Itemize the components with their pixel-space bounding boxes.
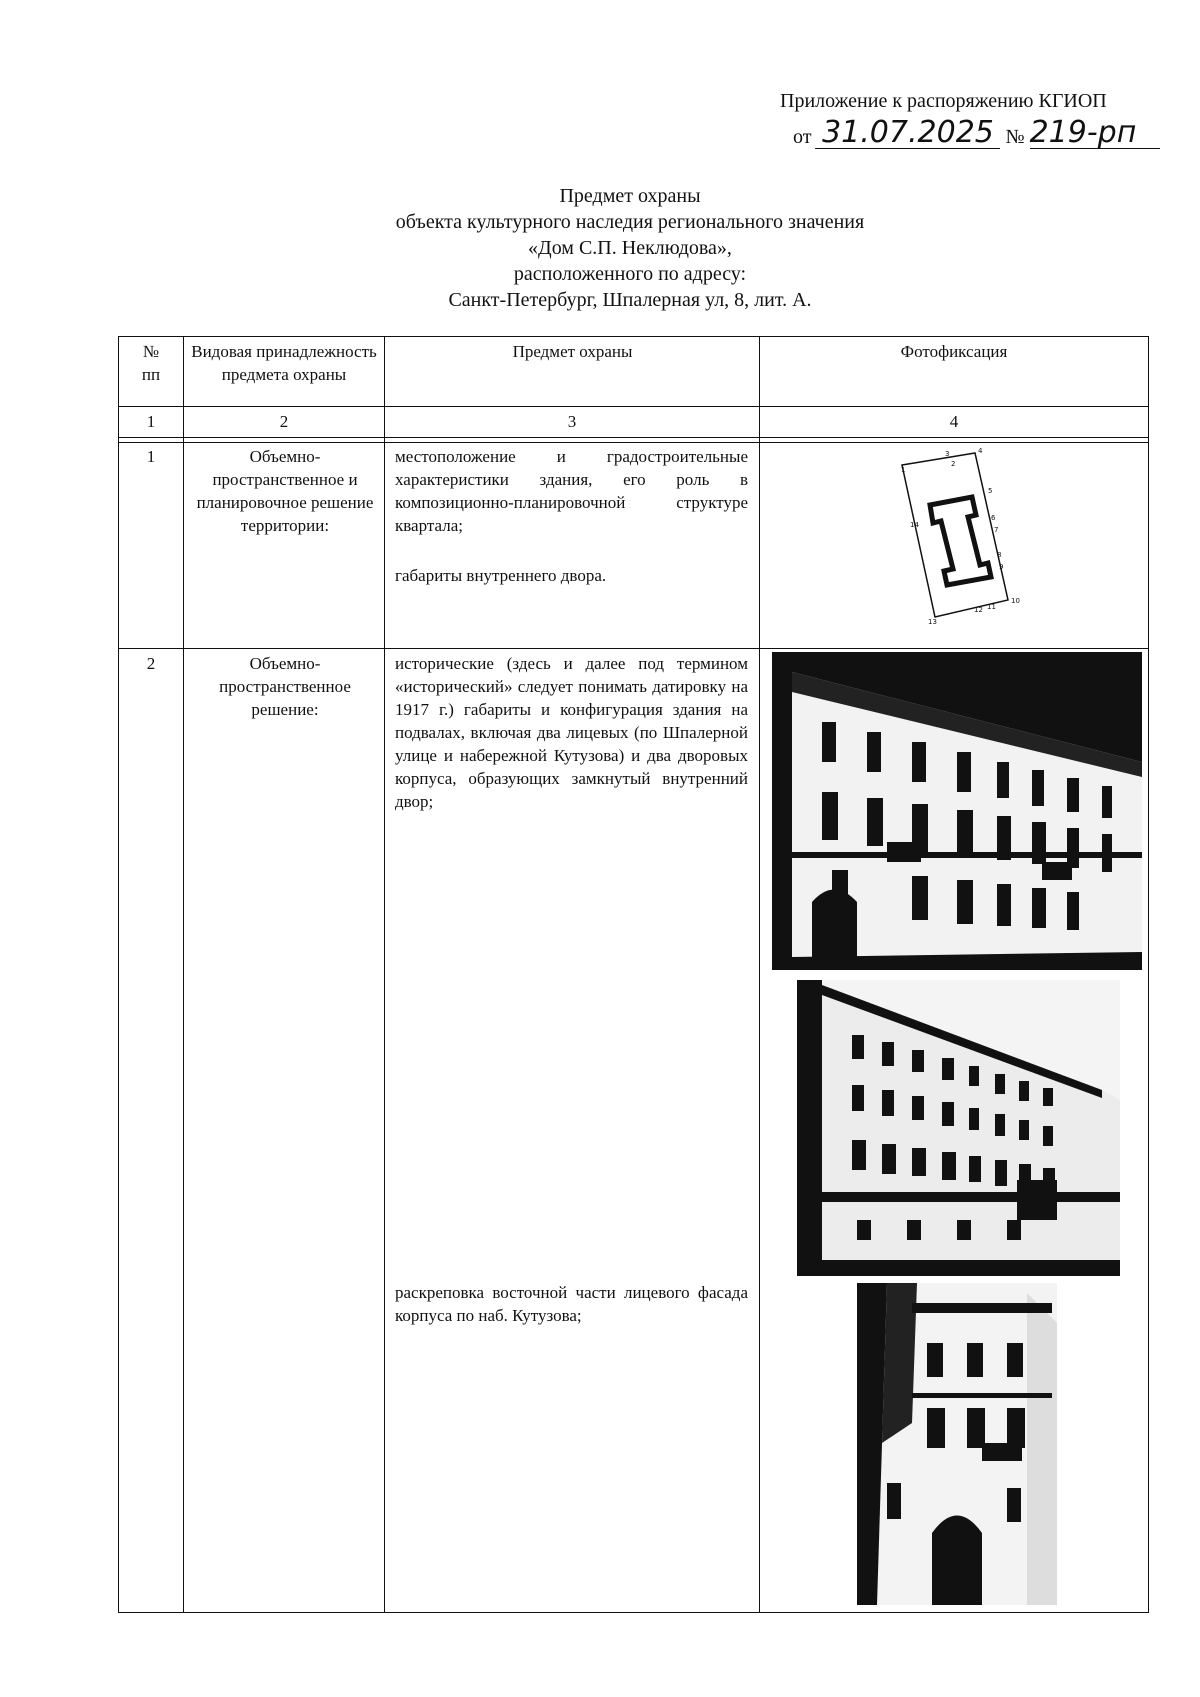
title-line: «Дом С.П. Неклюдова», <box>528 237 732 259</box>
plan-point-label: 10 <box>1011 597 1020 605</box>
annex-caption: Приложение к распоряжению КГИОП <box>780 90 1107 112</box>
protection-type: Объемно-пространственное решение: <box>219 654 351 719</box>
site-plan-drawing <box>890 445 1030 625</box>
table-border <box>759 336 760 1613</box>
column-number: 3 <box>567 412 577 431</box>
table-border <box>183 336 184 1613</box>
protection-subject: раскреповка восточной части лицевого фасада корпуса по наб. Кутузова; <box>395 1283 748 1325</box>
plan-point-label: 2 <box>951 460 956 468</box>
document-title <box>360 183 900 313</box>
building-corner-photo <box>797 980 1120 1276</box>
row-number: 2 <box>146 654 156 673</box>
order-number: 219-рп <box>1030 118 1160 149</box>
table-border <box>1148 336 1149 1613</box>
plan-point-label: 14 <box>910 521 919 529</box>
table-border <box>118 648 1149 649</box>
table-border <box>118 437 1149 438</box>
plan-point-label: 12 <box>974 606 983 614</box>
plan-point-label: 8 <box>997 551 1002 559</box>
plan-point-label: 7 <box>994 526 999 534</box>
header-type: Видовая принадлежность предмета охраны <box>191 342 377 384</box>
plan-point-label: 11 <box>987 603 996 611</box>
column-number: 1 <box>146 412 156 431</box>
building-facade-photo <box>772 652 1142 970</box>
east-facade-photo <box>857 1283 1057 1605</box>
table-border <box>118 336 119 1613</box>
plan-point-label: 6 <box>991 514 996 522</box>
row-number: 1 <box>146 447 156 466</box>
plan-point-label: 5 <box>988 487 993 495</box>
table-border <box>384 336 385 1613</box>
protection-subject: исторические (здесь и далее под термином «исторический» следует понимать датировку на 1917 г.) габариты и конфигурация здания на подвалах, включая два лицевых (по Шпалерной улице и набережной Кутузова) и два дворовых корпуса, образующих замкнутый внутренний двор; <box>395 654 748 811</box>
table-border <box>118 406 1149 407</box>
table-border <box>118 442 1149 443</box>
date-prefix: от <box>793 126 812 148</box>
plan-point-label: 3 <box>945 450 950 458</box>
title-line: расположенного по адресу: <box>513 263 747 285</box>
title-line: Санкт-Петербург, Шпалерная ул, 8, лит. А. <box>448 289 812 311</box>
plan-point-label: 9 <box>999 563 1004 571</box>
header-subject: Предмет охраны <box>512 342 633 361</box>
number-prefix: № <box>1005 126 1025 148</box>
plan-point-label: 4 <box>978 447 983 455</box>
protection-subject: габариты внутреннего двора. <box>395 566 607 585</box>
protection-type: Объемно-пространственное и планировочное решение территории: <box>196 447 374 535</box>
column-number: 2 <box>279 412 289 431</box>
plan-point-label: 1 <box>901 466 906 474</box>
header-photo: Фотофиксация <box>900 342 1008 361</box>
title-line: объекта культурного наследия регионального значения <box>395 211 865 233</box>
header-number: № пп <box>141 342 161 384</box>
title-line: Предмет охраны <box>559 185 701 207</box>
protection-subject: местоположение и градостроительные характеристики здания, его роль в композиционно-планировочной структуре квартала; <box>395 447 748 535</box>
column-number: 4 <box>949 412 959 431</box>
table-border <box>118 336 1149 337</box>
plan-point-label: 13 <box>928 618 937 625</box>
table-border <box>118 1612 1149 1613</box>
order-date-line <box>793 115 1160 150</box>
order-date: 31.07.2025 <box>815 118 1000 149</box>
